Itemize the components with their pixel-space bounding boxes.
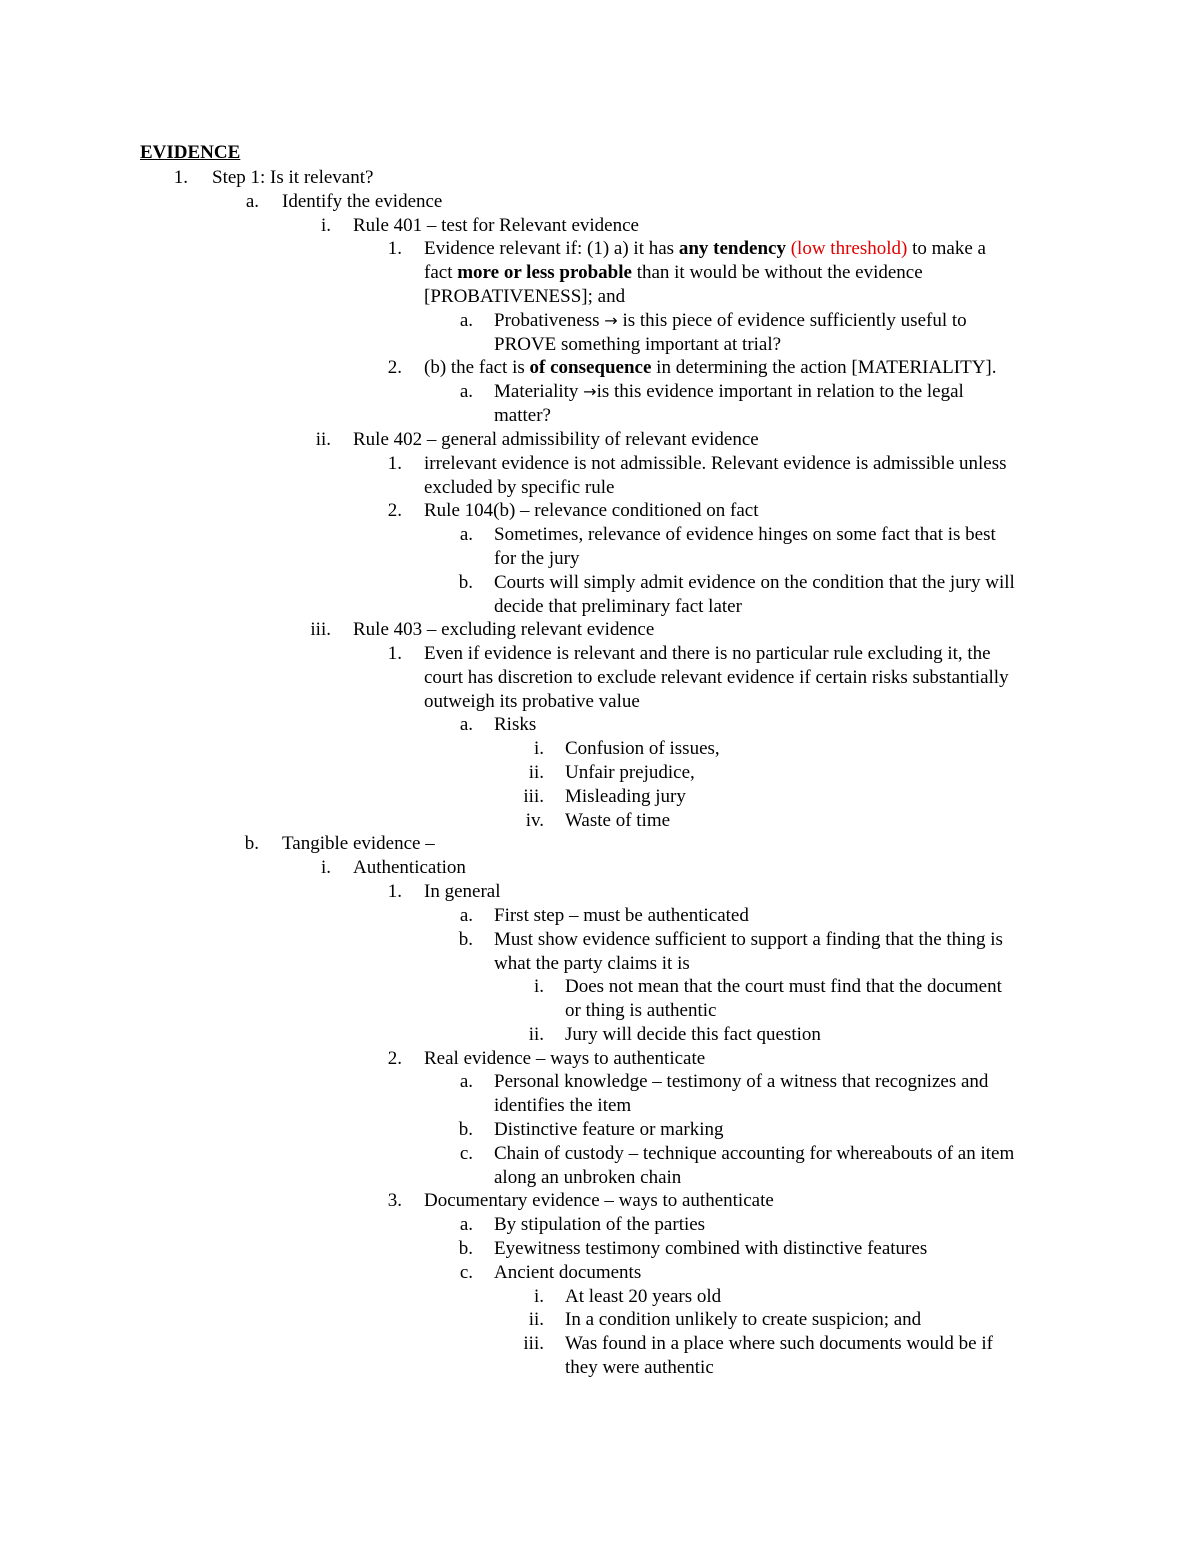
list-item-text [494, 1213, 705, 1237]
list-marker: a. [459, 1214, 473, 1235]
text-line: for the jury [494, 547, 580, 569]
list-item-text [494, 1142, 1014, 1190]
text-line: Distinctive feature or marking [494, 1119, 724, 1140]
list-item-text [565, 1285, 721, 1309]
text-line: they were authentic [565, 1356, 714, 1378]
text-line: Courts will simply admit evidence on the condition that the jury will [494, 572, 1015, 593]
text-line [494, 309, 967, 333]
list-marker: c. [459, 1262, 473, 1283]
list-marker: ii. [528, 762, 544, 783]
list-marker: i. [320, 857, 331, 878]
text-line: Ancient documents [494, 1262, 642, 1283]
list-item-text [494, 1237, 927, 1261]
text-line: Waste of time [565, 810, 671, 831]
list-marker: iii. [523, 786, 544, 807]
list-marker: a. [459, 714, 473, 735]
list-item-text [353, 214, 639, 238]
text-line: Must show evidence sufficient to support a finding that the thing is [494, 929, 1003, 950]
list-marker: b. [458, 572, 473, 593]
list-item-text [565, 1308, 921, 1332]
list-marker: i. [533, 976, 544, 997]
list-item-text [424, 880, 500, 904]
document-title: EVIDENCE [140, 142, 241, 163]
list-marker: 2. [387, 357, 402, 378]
text-run: than it would be without the evidence [631, 261, 923, 283]
text-line: Rule 403 – excluding relevant evidence [353, 619, 655, 640]
list-item-text [494, 571, 1015, 619]
text-line: Documentary evidence – ways to authenticate [424, 1190, 774, 1211]
list-marker: a. [459, 524, 473, 545]
text-line: PROVE something important at trial? [494, 333, 782, 355]
list-marker: 3. [387, 1190, 402, 1211]
right-arrow-icon: → [583, 382, 597, 401]
bold-text: any tendency [678, 238, 786, 259]
list-marker: iii. [523, 1333, 544, 1354]
list-marker: 1. [387, 238, 402, 259]
text-line: Tangible evidence – [282, 833, 435, 854]
text-line: decide that preliminary fact later [494, 595, 742, 617]
text-line: Jury will decide this fact question [565, 1024, 821, 1045]
text-run: Probativeness [494, 310, 605, 331]
list-item-text [494, 713, 536, 737]
list-item-text [565, 761, 695, 785]
list-item-text [282, 190, 442, 214]
text-line [424, 261, 986, 285]
text-line: or thing is authentic [565, 999, 717, 1021]
list-item-text [494, 1070, 988, 1118]
list-item-text [424, 452, 1007, 500]
list-marker: a. [245, 191, 259, 212]
list-marker: 2. [387, 1048, 402, 1069]
list-marker: ii. [528, 1024, 544, 1045]
text-line: what the party claims it is [494, 952, 690, 974]
list-item-text [212, 166, 373, 190]
text-line: In a condition unlikely to create suspicion; and [565, 1309, 922, 1330]
right-arrow-icon: → [604, 311, 618, 330]
text-line: Was found in a place where such documents would be if [565, 1333, 993, 1354]
list-item-text [494, 523, 996, 571]
list-item-text [494, 904, 749, 928]
text-run: is this piece of evidence sufficiently useful to [617, 310, 967, 331]
list-marker: a. [459, 381, 473, 402]
bold-text: of consequence [529, 357, 652, 378]
list-marker: iv. [525, 810, 544, 831]
text-line: outweigh its probative value [424, 690, 640, 712]
text-line: Personal knowledge – testimony of a witness that recognizes and [494, 1071, 989, 1092]
list-marker: i. [533, 1286, 544, 1307]
text-line: Misleading jury [565, 786, 686, 807]
list-marker: b. [458, 1238, 473, 1259]
list-marker: 1. [387, 881, 402, 902]
text-line: irrelevant evidence is not admissible. Relevant evidence is admissible unless [424, 453, 1007, 474]
list-item-text [424, 1047, 705, 1071]
list-marker: a. [459, 905, 473, 926]
list-marker: c. [459, 1143, 473, 1164]
text-line: At least 20 years old [565, 1286, 722, 1307]
text-line: along an unbroken chain [494, 1166, 682, 1188]
text-line: Even if evidence is relevant and there is no particular rule excluding it, the [424, 643, 991, 664]
list-marker: b. [458, 929, 473, 950]
text-line: court has discretion to exclude relevant evidence if certain risks substantially [424, 666, 1009, 688]
text-line: Does not mean that the court must find that the document [565, 976, 1002, 997]
text-line: Step 1: Is it relevant? [212, 167, 374, 188]
text-line: Identify the evidence [282, 191, 443, 212]
text-line [494, 380, 964, 404]
list-marker: a. [459, 310, 473, 331]
text-line: Risks [494, 714, 537, 735]
list-item-text [424, 499, 759, 523]
list-item-text [494, 1261, 641, 1285]
list-marker: iii. [310, 619, 331, 640]
text-line [424, 237, 986, 261]
text-line: Unfair prejudice, [565, 762, 695, 783]
text-line: identifies the item [494, 1094, 632, 1116]
text-line: By stipulation of the parties [494, 1214, 706, 1235]
list-item-text [424, 642, 1009, 713]
text-run: Evidence relevant if: (1) a) it has [424, 238, 679, 259]
list-item-text [494, 380, 964, 428]
list-item-text [494, 309, 967, 357]
text-line: matter? [494, 404, 551, 426]
text-line: Chain of custody – technique accounting for whereabouts of an item [494, 1143, 1015, 1164]
list-item-text [565, 1332, 993, 1380]
list-marker: i. [533, 738, 544, 759]
list-marker: i. [320, 215, 331, 236]
text-line: First step – must be authenticated [494, 905, 749, 926]
text-run: fact [424, 261, 458, 283]
list-item-text [565, 809, 670, 833]
list-item-text [494, 1118, 724, 1142]
highlight-text: (low threshold) [790, 238, 908, 259]
list-marker: 1. [173, 167, 188, 188]
text-line: Rule 104(b) – relevance conditioned on fact [424, 500, 759, 521]
list-item-text [282, 832, 435, 856]
text-run: (b) the fact is [424, 357, 530, 378]
text-line: Authentication [353, 857, 466, 878]
list-marker: 1. [387, 453, 402, 474]
text-line: Rule 402 – general admissibility of relevant evidence [353, 429, 759, 450]
text-line: Real evidence – ways to authenticate [424, 1048, 706, 1069]
text-line: In general [424, 881, 501, 902]
text-line: Eyewitness testimony combined with distinctive features [494, 1238, 928, 1259]
list-item-text [353, 618, 654, 642]
text-line: Rule 401 – test for Relevant evidence [353, 215, 639, 236]
list-item-text [565, 737, 720, 761]
text-run: in determining the action [MATERIALITY]. [651, 357, 997, 378]
text-line [424, 356, 997, 380]
list-item-text [565, 785, 686, 809]
bold-text: more or less probable [457, 261, 632, 283]
list-item-text [565, 1023, 821, 1047]
list-item-text [353, 428, 759, 452]
text-run: to make a [907, 238, 986, 259]
text-line: [PROBATIVENESS]; and [424, 285, 626, 307]
list-marker: 2. [387, 500, 402, 521]
list-marker: ii. [315, 429, 331, 450]
text-line: Sometimes, relevance of evidence hinges on some fact that is best [494, 524, 996, 545]
list-item-text [353, 856, 466, 880]
list-marker: b. [244, 833, 259, 854]
text-run: Materiality [494, 381, 584, 402]
text-line: Confusion of issues, [565, 738, 720, 759]
list-marker: ii. [528, 1309, 544, 1330]
list-item-text [424, 356, 997, 380]
list-item-text [494, 928, 1003, 976]
list-item-text [424, 237, 986, 308]
list-item-text [565, 975, 1002, 1023]
list-marker: 1. [387, 643, 402, 664]
text-line: excluded by specific rule [424, 476, 615, 498]
text-run: is this evidence important in relation to the legal [596, 381, 964, 402]
list-marker: b. [458, 1119, 473, 1140]
list-marker: a. [459, 1071, 473, 1092]
list-item-text [424, 1189, 774, 1213]
